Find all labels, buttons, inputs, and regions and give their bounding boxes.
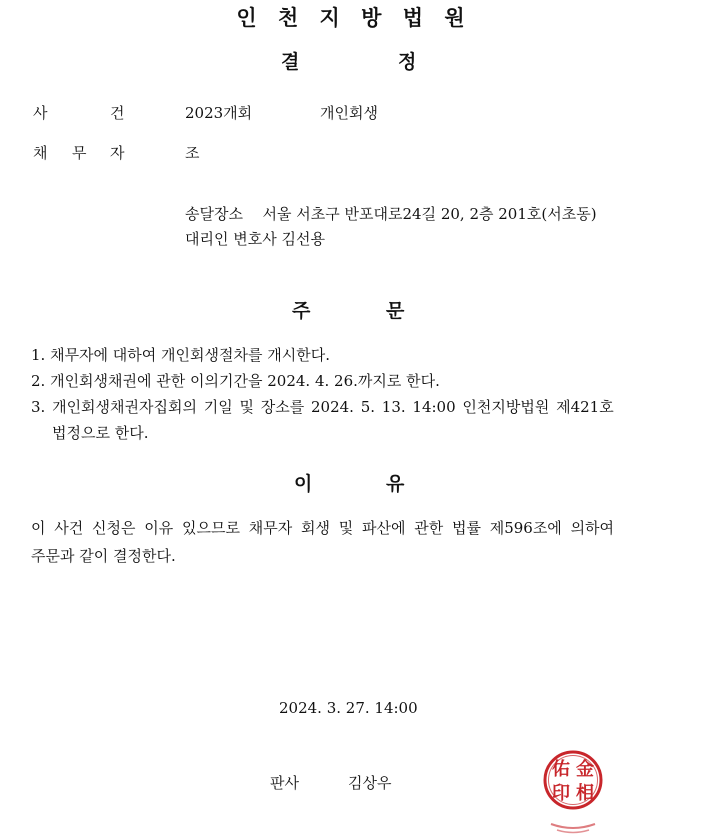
delivery-label: 송달장소 [185, 205, 243, 223]
reason-heading-char2: 유 [386, 473, 405, 495]
reason-line-2: 주문과 같이 결정한다. [31, 547, 176, 565]
court-name [0, 2, 701, 32]
court-name-char: 법 [402, 6, 424, 30]
order-heading-char1: 주 [292, 300, 311, 322]
court-name-char: 지 [319, 6, 340, 30]
seal-char: 佑 [552, 759, 570, 780]
delivery-address: 서울 서초구 반포대로24길 20, 2층 201호(서초동) [262, 205, 597, 223]
decision-date: 2024. 3. 27. 14:00 [279, 699, 418, 717]
debtor-label-char: 자 [110, 144, 125, 162]
decision-heading-char2: 정 [398, 51, 417, 73]
order-heading-char2: 문 [386, 300, 405, 322]
delivery-agent: 대리인 변호사 김선용 [185, 230, 325, 248]
court-name-char: 인 [236, 6, 257, 30]
case-label-char: 건 [110, 104, 125, 122]
order-item-1: 1. 채무자에 대하여 개인회생절차를 개시한다. [31, 346, 330, 364]
order-item-3: 3. 개인회생채권자집회의 기일 및 장소를 2024. 5. 13. 14:00 인천지방법원 제421호 [31, 398, 614, 416]
reason-heading-char1: 이 [294, 473, 313, 495]
court-name-char: 방 [361, 6, 382, 30]
reason-line-1: 이 사건 신청은 이유 있으므로 채무자 회생 및 파산에 관한 법률 제596조에 의하여 [31, 519, 615, 537]
case-number: 2023개회 [185, 104, 253, 122]
seal-char: 相 [576, 783, 594, 804]
judge-seal [537, 744, 615, 835]
decision-heading-char1: 결 [281, 51, 300, 73]
debtor-label-char: 무 [72, 144, 87, 162]
judge-title: 판사 [270, 774, 299, 792]
debtor-label-char: 채 [33, 144, 48, 162]
debtor-name: 조 [185, 144, 200, 162]
case-type: 개인회생 [320, 104, 378, 122]
court-name-char: 원 [444, 6, 465, 30]
seal-char: 金 [576, 759, 594, 780]
judge-name: 김상우 [348, 774, 392, 792]
order-item-3-continued: 법정으로 한다. [52, 424, 149, 442]
delivery-line [185, 203, 597, 224]
seal-char: 印 [552, 783, 570, 804]
court-name-char: 천 [277, 6, 299, 30]
case-label-char: 사 [33, 104, 48, 122]
order-item-2: 2. 개인회생채권에 관한 이의기간을 2024. 4. 26.까지로 한다. [31, 372, 440, 390]
